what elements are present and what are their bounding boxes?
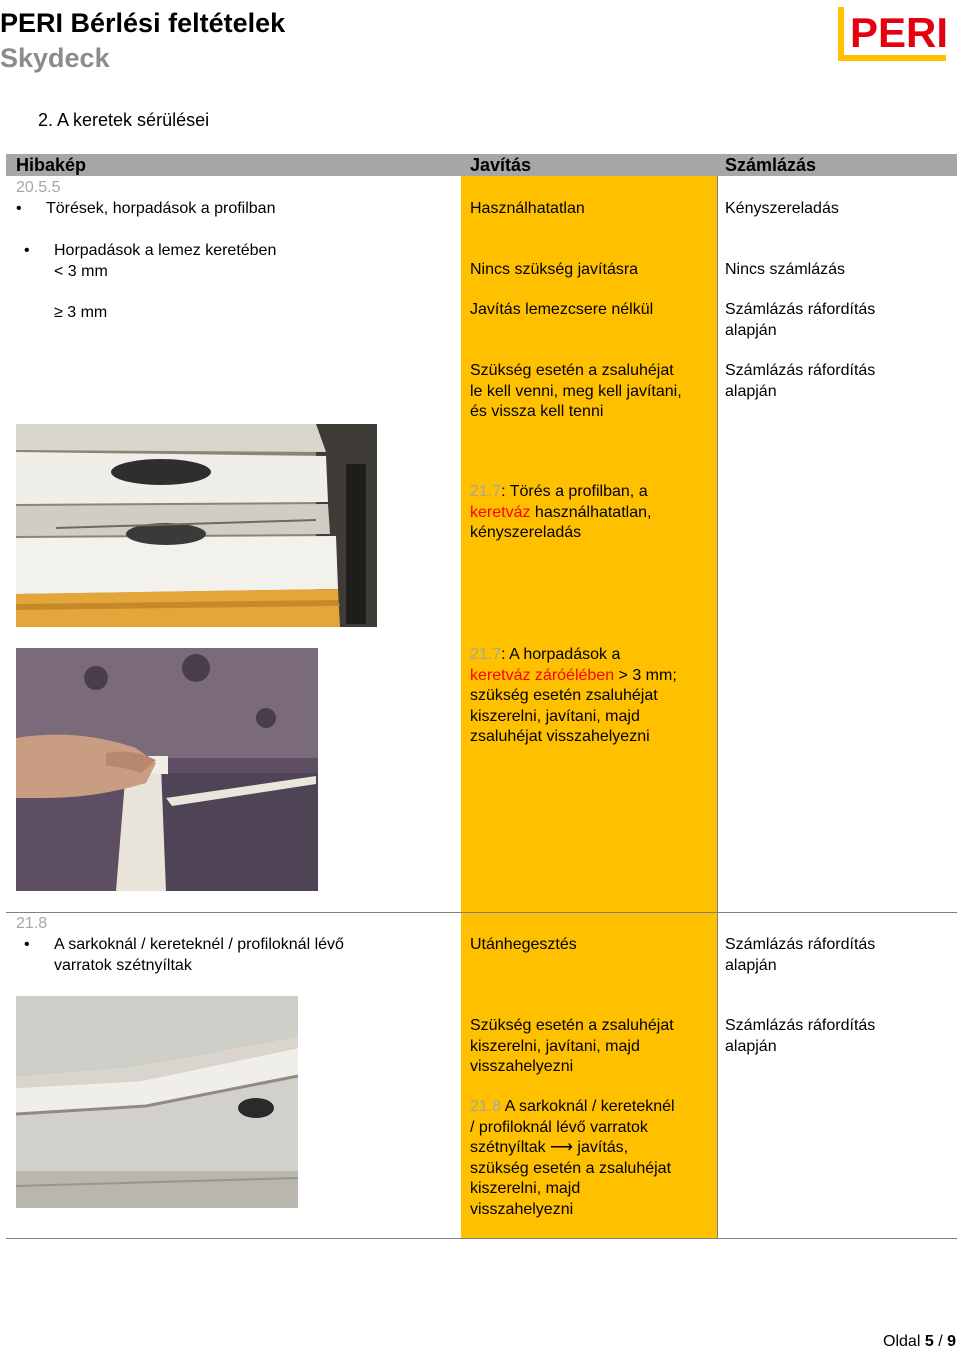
page-number xyxy=(883,1333,956,1351)
bill-item-5-line1: Számlázás ráfordítás xyxy=(725,936,876,953)
fix-item-6-line2: kiszerelni, javítani, majd xyxy=(470,1037,640,1055)
caption-ref: 21.7 xyxy=(470,483,502,500)
total-pages: 9 xyxy=(947,1333,956,1350)
bill-item-5-line2: alapján xyxy=(725,956,777,974)
bill-item-5 xyxy=(725,935,875,976)
bill-item-6-line2: alapján xyxy=(725,1037,777,1055)
caption-line2: használhatatlan, xyxy=(530,503,652,521)
bill-item-6-line1: Számlázás ráfordítás xyxy=(725,1017,876,1034)
row-divider xyxy=(6,912,957,913)
bill-item-6 xyxy=(725,1016,875,1057)
peri-logo xyxy=(834,3,952,65)
fix-item-3: Javítás lemezcsere nélkül xyxy=(470,301,654,318)
caption-21-7-dent xyxy=(470,645,677,748)
fix-item-6-line3: visszahelyezni xyxy=(470,1058,574,1075)
page-subtitle: Skydeck xyxy=(0,43,110,73)
caption-ref: 21.8 xyxy=(470,1098,502,1115)
caption-ref: 21.7 xyxy=(470,646,502,663)
section-title: 2. A keretek sérülései xyxy=(38,110,210,130)
fix-item-4 xyxy=(470,361,682,423)
defect-item-5-line2: varratok szétnyíltak xyxy=(54,956,192,974)
fix-item-4-line3: és vissza kell tenni xyxy=(470,403,604,420)
column-divider xyxy=(717,176,718,1238)
caption-line5: zsaluhéjat visszahelyezni xyxy=(470,728,650,745)
header-szamlazas: Számlázás xyxy=(725,155,817,175)
bill-item-4 xyxy=(725,361,875,402)
caption-line4: szükség esetén a zsaluhéjat xyxy=(470,1159,672,1177)
caption-highlight: keretváz xyxy=(470,503,531,521)
fix-item-6-line1: Szükség esetén a zsaluhéjat xyxy=(470,1017,674,1034)
caption-line2: > 3 mm; xyxy=(614,666,677,684)
fix-item-4-line2: le kell venni, meg kell javítani, xyxy=(470,382,682,400)
defect-item-1: • Törések, horpadások a profilban xyxy=(46,199,275,220)
bill-item-3-line2: alapján xyxy=(725,321,777,339)
caption-line1: : Törés a profilban, a xyxy=(501,483,648,500)
bill-item-3 xyxy=(725,300,875,341)
photo-broken-profile xyxy=(16,424,377,627)
defect-item-5 xyxy=(54,935,344,976)
fix-item-2: Nincs szükség javításra xyxy=(470,261,639,278)
header-javitas: Javítás xyxy=(470,155,532,175)
gte-symbol: ≥ xyxy=(54,304,63,321)
fix-item-6 xyxy=(470,1016,674,1078)
ref-21-8: 21.8 xyxy=(16,915,48,932)
caption-line3: szétnyíltak ⟶ javítás, xyxy=(470,1139,629,1156)
header-hibakep: Hibakép xyxy=(16,155,87,175)
fix-item-4-line1: Szükség esetén a zsaluhéjat xyxy=(470,362,674,379)
bill-item-4-line2: alapján xyxy=(725,382,777,400)
defect-item-2-threshold: < 3 mm xyxy=(54,263,108,280)
defect-item-2: • Horpadások a lemez keretében xyxy=(54,241,276,262)
caption-line3: szükség esetén zsaluhéjat xyxy=(470,687,658,704)
caption-line1: : A horpadások a xyxy=(501,646,621,663)
caption-line2: / profiloknál lévő varratok xyxy=(470,1118,648,1136)
caption-line4: kiszerelni, javítani, majd xyxy=(470,707,640,725)
page-title: PERI Bérlési feltételek xyxy=(0,8,286,38)
bill-item-4-line1: Számlázás ráfordítás xyxy=(725,362,876,379)
current-page: 5 xyxy=(924,1333,934,1350)
bill-item-3-line1: Számlázás ráfordítás xyxy=(725,301,876,318)
defect-item-3 xyxy=(54,303,107,324)
fix-item-1: Használhatatlan xyxy=(470,200,585,217)
table-bottom-line xyxy=(6,1238,957,1239)
caption-highlight: keretváz záróélében xyxy=(470,666,615,684)
svg-text:PERI: PERI xyxy=(850,9,949,56)
bill-item-1: Kényszereladás xyxy=(725,200,839,217)
fix-item-5: Utánhegesztés xyxy=(470,936,577,953)
page-separator: / xyxy=(938,1333,943,1350)
caption-line3: kényszereladás xyxy=(470,524,582,541)
caption-line5: kiszerelni, majd xyxy=(470,1180,581,1197)
defect-item-3-label: 3 mm xyxy=(67,304,108,321)
defect-item-5-line1: • A sarkoknál / kereteknél / profiloknál lévő xyxy=(54,936,344,953)
caption-21-7-break xyxy=(470,482,651,544)
caption-line1: A sarkoknál / kereteknél xyxy=(501,1098,675,1115)
photo-weld-seams xyxy=(16,996,298,1208)
photo-dent-frame-edge xyxy=(16,648,318,891)
page-label: Oldal xyxy=(883,1333,921,1350)
bill-item-2: Nincs számlázás xyxy=(725,261,846,278)
caption-21-8 xyxy=(470,1097,675,1220)
ref-20-5-5: 20.5.5 xyxy=(16,179,61,196)
caption-line6: visszahelyezni xyxy=(470,1200,574,1218)
